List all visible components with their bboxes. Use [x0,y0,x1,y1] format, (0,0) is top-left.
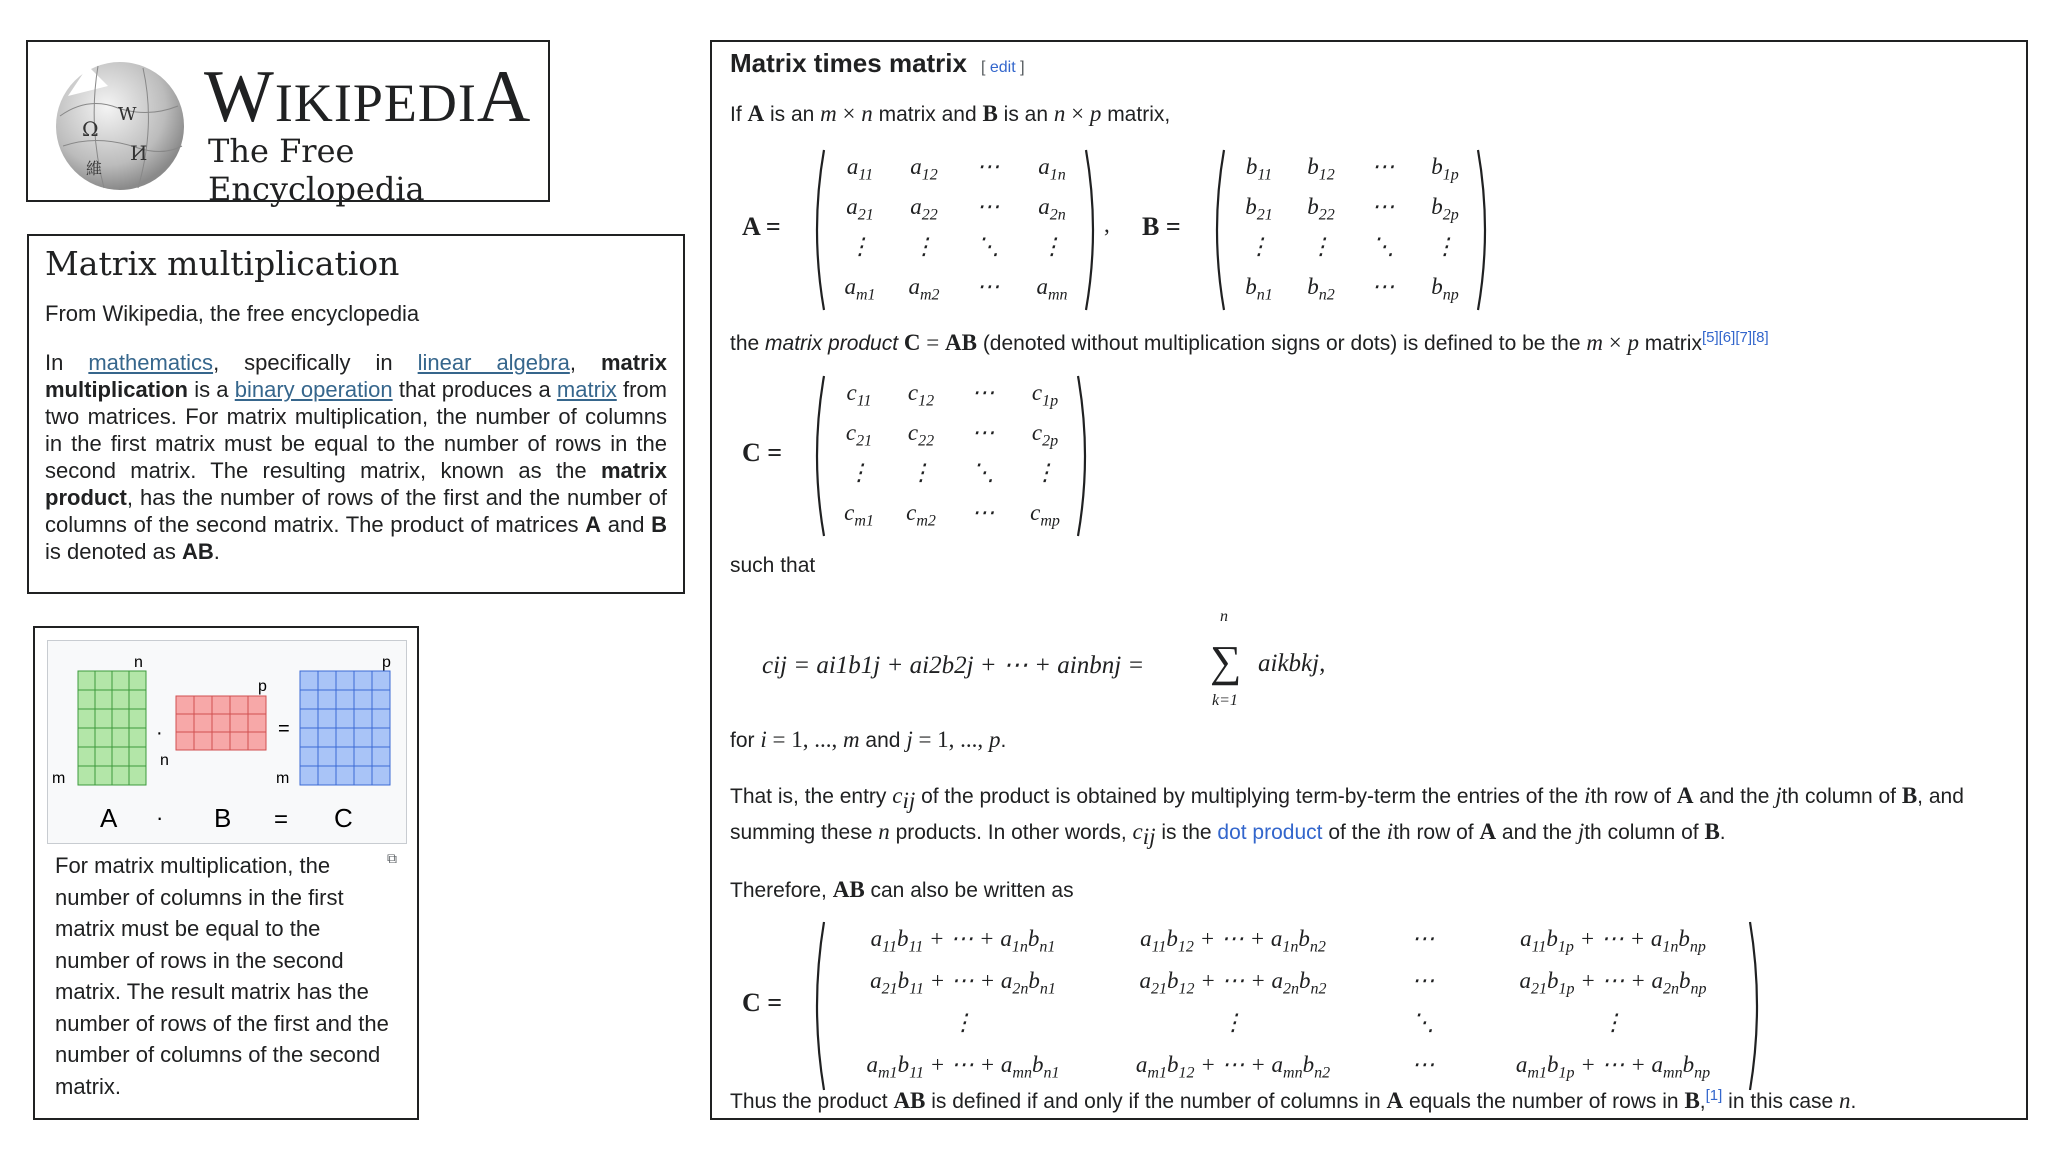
matrix-entry: $a_{12}$ [910,154,938,184]
matrix-entry: $c_{mp}$ [1030,500,1060,530]
matrix-comma: , [1104,212,1110,237]
sum-sign: ∑ [1210,637,1242,686]
matrix-entry: $c_{21}$ [845,420,873,450]
matrix-entry: $c_{1p}$ [1031,380,1059,410]
grid-cell [194,696,212,714]
grid-cell [372,709,390,728]
grid-cell [248,696,266,714]
grid-cell [78,747,95,766]
matrix-entry: ⋮ [1309,234,1333,259]
bottom-label-c: C [334,803,353,833]
page-title: Matrix multiplication [45,244,400,283]
svg-text:維: 維 [86,159,103,178]
matrix-entry: ⋯ [976,274,1000,299]
grid-cell [372,671,390,690]
grid-cell [300,747,318,766]
section-panel [710,40,2028,1120]
matrix-entry: $a_{21}b_{12}$ + ⋯ + $a_{2n}b_{n2}$ [1139,968,1327,998]
matrix-label: B = [1142,212,1181,241]
section-heading: Matrix times matrix [ edit ] [730,48,1025,78]
intro-paragraph: In mathematics, specifically in linear algebra, matrix multiplication is a binary operation that produces a matrix from two matrices. For matrix multiplication, the number of columns in the first matrix must be equal to the number of rows in the second matrix. The resulting matrix, known as the matrix product, has the number of rows of the first and the number of columns of the second matrix. The product of matrices A and B is denoted as AB. [45,350,667,564]
grid-cell [248,732,266,750]
right-paren [1478,150,1485,310]
wikipedia-wordmark: WIKIPEDIA [204,56,532,138]
left-paren [817,150,824,310]
ref-5[interactable]: [5] [1701,329,1719,346]
grid-cell [300,728,318,747]
matrix-entry: $a_{mn}$ [1036,274,1068,304]
grid-cell [318,747,336,766]
grid-cell [95,690,112,709]
dim-label-n-b: n [160,752,169,769]
matrix-entry: $a_{11}b_{11}$ + ⋯ + $a_{1n}b_{n1}$ [870,926,1056,956]
grid-cell [95,747,112,766]
matrix-entry: ⋯ [971,380,995,405]
grid-cell [212,696,230,714]
article-intro-panel [27,234,685,594]
grid-cell [78,766,95,785]
matrix-entry: ⋮ [951,1010,975,1035]
grid-cell [354,709,372,728]
grid-cell [176,696,194,714]
grid-cell [112,728,129,747]
grid-cell [112,747,129,766]
wikipedia-logo[interactable] [26,40,550,208]
matrix-entry: ⋯ [1411,1052,1435,1077]
dim-label-p-c: p [382,654,391,671]
matrix-entry: ⋱ [1411,1010,1435,1035]
matrix-entry: ⋯ [971,500,995,525]
text-line-1: If A is an m × n matrix and B is an n × p matrix, [730,101,1171,126]
bottom-label-eq: = [274,806,289,833]
that-is-line-1: That is, the entry $c_{ij}$ of the product is obtained by multiplying term-by-term the entries of the ith row of A and the jth column of B, and [730,783,1964,814]
magnify-icon[interactable]: ⧉ [387,850,397,866]
grid-cell [318,709,336,728]
grid-cell [318,671,336,690]
matrix-entry: $b_{11}$ [1245,154,1273,184]
page-subtitle: From Wikipedia, the free encyclopedia [45,301,420,326]
matrix-c [742,372,1102,540]
grid-cell [78,728,95,747]
grid-cell [194,714,212,732]
matrix-entry: $a_{m1}$ [844,274,876,304]
matrix-c-grid [300,671,390,785]
grid-cell [300,766,318,785]
left-paren [817,376,824,536]
grid-cell [129,671,146,690]
thus-line: Thus the product AB is defined if and only if the number of columns in A equals the number of rows in B,[1] in this case n. [730,1087,1857,1113]
grid-cell [230,732,248,750]
grid-cell [318,690,336,709]
left-paren [817,922,824,1090]
grid-cell [372,766,390,785]
grid-cell [336,709,354,728]
bottom-label-a: A [100,803,118,833]
for-line: for i = 1, ..., m and j = 1, ..., p. [730,727,1007,752]
grid-cell [112,709,129,728]
matrix-entry: ⋯ [1411,968,1435,993]
grid-cell [336,671,354,690]
matrix-entry: ⋱ [976,234,1000,259]
text-line-2: the matrix product C = AB (denoted without multiplication signs or dots) is defined to be the m × p matrix[5][6][7][8] [730,329,1769,355]
grid-cell [176,732,194,750]
matrix-entry: $a_{m1}b_{1p}$ + ⋯ + $a_{mn}b_{np}$ [1515,1052,1711,1082]
matrix-entry: ⋮ [1040,234,1064,259]
matrix-entry: $a_{21}b_{1p}$ + ⋯ + $a_{2n}b_{np}$ [1519,968,1707,998]
svg-text:W: W [118,104,137,125]
matrix-entry: $a_{21}$ [846,194,874,224]
grid-cell [336,690,354,709]
matrix-entry: $a_{m2}$ [908,274,940,304]
matrix-entry: $b_{21}$ [1245,194,1273,224]
matrix-entry: ⋮ [912,234,936,259]
grid-cell [112,766,129,785]
matrix-entry: $a_{1n}$ [1038,154,1066,184]
matrix-entry: $b_{1p}$ [1431,154,1459,184]
dim-label-m: m [52,770,66,787]
matrix-entry: ⋱ [1371,234,1395,259]
matrix-entry: $a_{11}b_{12}$ + ⋯ + $a_{1n}b_{n2}$ [1140,926,1326,956]
link-dot-product[interactable]: dot product [1217,821,1323,844]
matrix-entry: ⋯ [1371,194,1395,219]
matrix-entry: $a_{22}$ [910,194,938,224]
wikipedia-globe-icon [38,56,198,194]
grid-cell [230,696,248,714]
matrices-a-b [742,146,1502,314]
grid-cell [78,709,95,728]
dim-label-n: n [134,654,143,671]
grid-cell [78,671,95,690]
grid-cell [248,714,266,732]
grid-cell [372,728,390,747]
sum-term: aikbkj, [1258,650,1326,677]
matrix-entry: ⋮ [1433,234,1457,259]
link-binary-operation[interactable]: binary operation [234,377,393,402]
grid-cell [336,747,354,766]
dot-operator: · [156,722,163,744]
grid-cell [212,732,230,750]
link-mathematics[interactable]: mathematics [88,350,214,375]
matrix-entry: $c_{11}$ [846,380,872,410]
left-paren [1217,150,1224,310]
matrix-entry: $c_{m1}$ [844,500,874,530]
grid-cell [354,690,372,709]
grid-cell [354,728,372,747]
ref-1[interactable]: [1] [1705,1087,1723,1104]
matrix-entry: $b_{n2}$ [1307,274,1335,304]
cij-lhs: cij = ai1b1j + ai2b2j + ⋯ + ainbnj = [762,652,1145,679]
matrix-entry: ⋯ [1411,926,1435,951]
matrix-entry: $c_{2p}$ [1031,420,1059,450]
grid-cell [230,714,248,732]
matrix-entry: $b_{2p}$ [1431,194,1459,224]
grid-cell [300,690,318,709]
grid-cell [129,747,146,766]
matrix-entry: ⋯ [1371,154,1395,179]
globe-glyph: Ω [82,117,99,141]
matrix-label: C = [742,438,783,467]
matrix-label: C = [742,988,783,1017]
grid-cell [318,766,336,785]
matrix-entry: $a_{11}$ [846,154,874,184]
right-paren [1750,922,1757,1090]
bottom-label-b: B [214,803,232,833]
matrix-entry: ⋮ [909,460,933,485]
dim-label-m-c: m [276,770,290,787]
infobox-figure [33,626,419,1120]
link-matrix[interactable]: matrix [556,377,617,402]
matrix-entry: ⋯ [976,154,1000,179]
figure-caption: For matrix multiplication, the number of columns in the first matrix must be equal to the number of rows in the second matrix. The result matrix has the number of rows of the first and the number of columns of the second matrix. [55,853,389,1099]
matrix-entry: ⋱ [971,460,995,485]
grid-cell [300,671,318,690]
sum-upper: n [1220,608,1228,625]
grid-cell [372,747,390,766]
grid-cell [95,728,112,747]
sum-lower: k=1 [1212,692,1238,709]
link-linear-algebra[interactable]: linear algebra [417,350,570,375]
svg-text:И: И [130,141,148,165]
right-paren [1086,150,1093,310]
grid-cell [95,671,112,690]
matrix-label: A = [742,212,781,241]
matrix-entry: $a_{21}b_{11}$ + ⋯ + $a_{2n}b_{n1}$ [870,968,1056,998]
grid-cell [354,747,372,766]
grid-cell [176,714,194,732]
matrix-entry: $c_{m2}$ [906,500,936,530]
matrix-entry: $a_{m1}b_{12}$ + ⋯ + $a_{mn}b_{n2}$ [1135,1052,1331,1082]
ref-6[interactable]: [6] [1718,329,1736,346]
ref-7[interactable]: [7] [1735,329,1753,346]
grid-cell [354,766,372,785]
grid-cell [112,671,129,690]
therefore-line: Therefore, AB can also be written as [730,877,1074,902]
matrix-entry: ⋯ [976,194,1000,219]
grid-cell [372,690,390,709]
product-matrix [742,918,1711,1094]
matrix-diagram[interactable] [47,640,407,844]
grid-cell [212,714,230,732]
grid-cell [336,766,354,785]
matrix-b-grid [176,696,266,750]
matrix-entry: $c_{22}$ [907,420,935,450]
matrix-entry: $b_{n1}$ [1245,274,1273,304]
matrix-entry: $b_{12}$ [1307,154,1335,184]
grid-cell [95,709,112,728]
matrix-entry: ⋯ [971,420,995,445]
grid-cell [300,709,318,728]
matrix-entry: ⋮ [847,460,871,485]
equals-operator: = [278,718,290,740]
matrix-entry: ⋯ [1371,274,1395,299]
matrix-entry: $a_{11}b_{1p}$ + ⋯ + $a_{1n}b_{np}$ [1520,926,1706,956]
matrix-diagram-svg [48,641,406,843]
dim-label-p: p [258,678,267,695]
wikipedia-tagline: The Free Encyclopedia [208,132,425,208]
that-is-line-2: summing these n products. In other words, $c_{ij}$ is the dot product of the ith row of A and the jth column of B. [730,819,1726,850]
right-paren [1078,376,1085,536]
such-that: such that [730,554,816,577]
grid-cell [336,728,354,747]
matrix-entry: ⋮ [1033,460,1057,485]
grid-cell [129,709,146,728]
grid-cell [318,728,336,747]
matrix-entry: $c_{12}$ [907,380,935,410]
bottom-label-dot: · [156,805,164,830]
cij-formula [762,598,1362,708]
grid-cell [112,690,129,709]
grid-cell [129,728,146,747]
matrix-entry: $a_{m1}b_{11}$ + ⋯ + $a_{mn}b_{n1}$ [866,1052,1060,1082]
matrix-entry: $b_{np}$ [1431,274,1459,304]
matrix-entry: ⋮ [848,234,872,259]
matrix-entry: $a_{2n}$ [1038,194,1066,224]
edit-link[interactable]: [ edit ] [980,59,1025,76]
matrix-a-grid [78,671,146,785]
ref-8[interactable]: [8] [1752,329,1769,346]
grid-cell [129,690,146,709]
grid-cell [95,766,112,785]
matrix-entry: ⋮ [1601,1010,1625,1035]
matrix-entry: $b_{22}$ [1307,194,1335,224]
grid-cell [194,732,212,750]
matrix-entry: ⋮ [1221,1010,1245,1035]
grid-cell [354,671,372,690]
matrix-entry: ⋮ [1247,234,1271,259]
grid-cell [129,766,146,785]
grid-cell [78,690,95,709]
